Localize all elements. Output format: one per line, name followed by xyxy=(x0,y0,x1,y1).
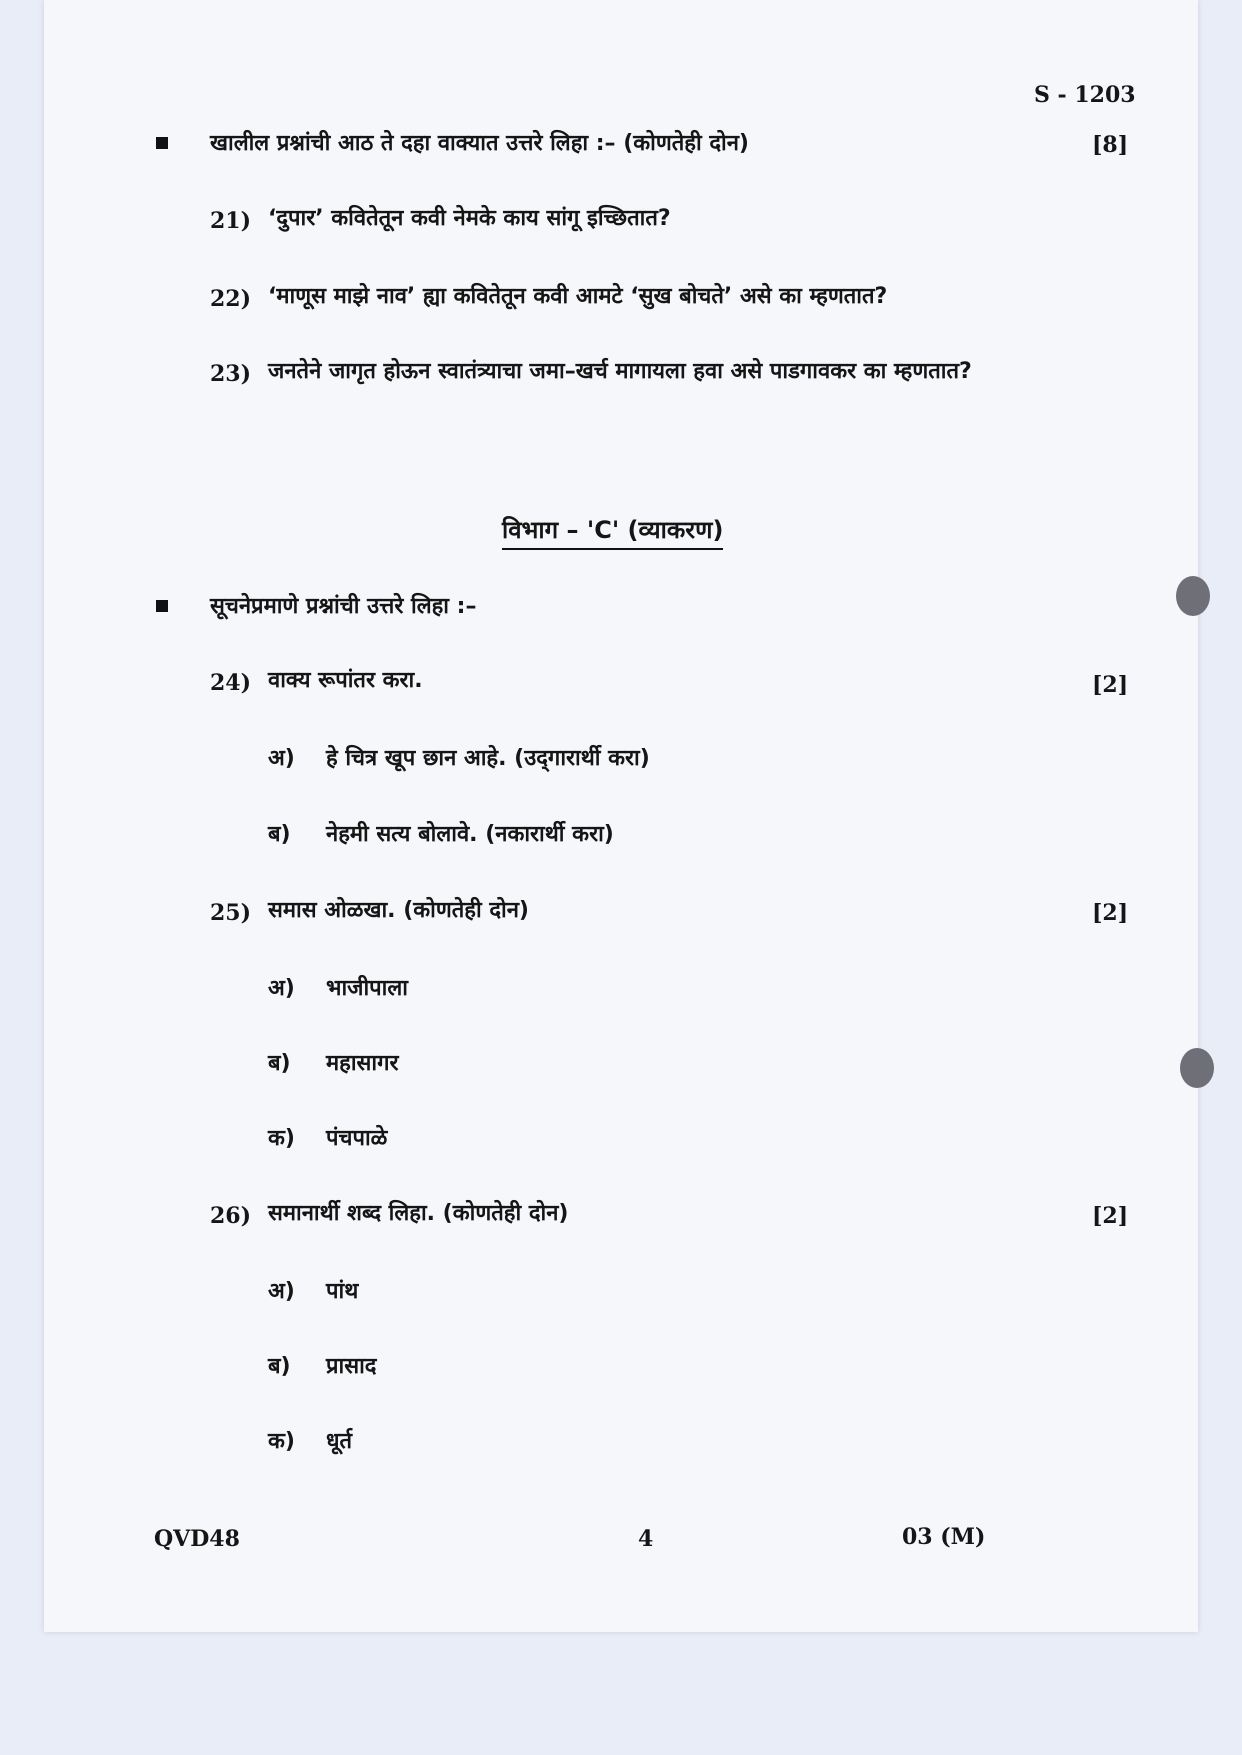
question-number: 23) xyxy=(210,361,252,387)
option-text: हे चित्र खूप छान आहे. (उद्‌गारार्थी करा) xyxy=(326,746,650,771)
marks-label: [2] xyxy=(1092,672,1129,698)
option-text: नेहमी सत्य बोलावे. (नकारार्थी करा) xyxy=(326,822,614,847)
option-text: धूर्त xyxy=(326,1429,353,1454)
option-text: पांथ xyxy=(326,1279,359,1304)
question-number: 21) xyxy=(210,208,252,234)
option-label: अ) xyxy=(268,746,295,771)
punch-hole xyxy=(1180,1048,1214,1088)
option-label: ब) xyxy=(268,1354,291,1379)
question-text: ‘माणूस माझे नाव’ ह्या कवितेतून कवी आमटे ‘सुख बोचते’ असे का म्हणतात? xyxy=(268,284,888,309)
option-label: क) xyxy=(268,1429,295,1454)
option-text: प्रासाद xyxy=(326,1354,377,1379)
option-text: पंचपाळे xyxy=(326,1126,388,1151)
question-number: 26) xyxy=(210,1203,252,1229)
section-instruction: खालील प्रश्नांची आठ ते दहा वाक्यात उत्तरे लिहा :– (कोणतेही दोन) xyxy=(210,131,749,156)
footer-set: 03 (M) xyxy=(902,1524,986,1550)
option-label: क) xyxy=(268,1126,295,1151)
option-text: भाजीपाला xyxy=(326,976,408,1001)
section-heading: विभाग – 'C' (व्याकरण) xyxy=(502,518,723,550)
question-number: 24) xyxy=(210,670,252,696)
question-text: जनतेने जागृत होऊन स्वातंत्र्याचा जमा–खर्च मागायला हवा असे पाडगावकर का म्हणतात? xyxy=(268,359,972,384)
page-number: 4 xyxy=(638,1526,654,1552)
question-text: समास ओळखा. (कोणतेही दोन) xyxy=(268,898,529,923)
marks-label: [2] xyxy=(1092,900,1129,926)
question-text: वाक्य रूपांतर करा. xyxy=(268,668,423,693)
paper-code: S - 1203 xyxy=(1034,82,1136,108)
option-text: महासागर xyxy=(326,1051,399,1076)
bullet-icon xyxy=(156,600,168,612)
exam-page xyxy=(44,0,1198,1632)
question-number: 25) xyxy=(210,900,252,926)
marks-label: [2] xyxy=(1092,1203,1129,1229)
question-number: 22) xyxy=(210,286,252,312)
punch-hole xyxy=(1176,576,1210,616)
option-label: अ) xyxy=(268,976,295,1001)
option-label: अ) xyxy=(268,1279,295,1304)
bullet-icon xyxy=(156,137,168,149)
option-label: ब) xyxy=(268,822,291,847)
footer-code: QVD48 xyxy=(154,1526,240,1552)
marks-label: [8] xyxy=(1092,132,1129,158)
question-text: समानार्थी शब्द लिहा. (कोणतेही दोन) xyxy=(268,1201,569,1226)
section-instruction: सूचनेप्रमाणे प्रश्नांची उत्तरे लिहा :– xyxy=(210,594,477,619)
question-text: ‘दुपार’ कवितेतून कवी नेमके काय सांगू इच्छितात? xyxy=(268,206,671,231)
option-label: ब) xyxy=(268,1051,291,1076)
